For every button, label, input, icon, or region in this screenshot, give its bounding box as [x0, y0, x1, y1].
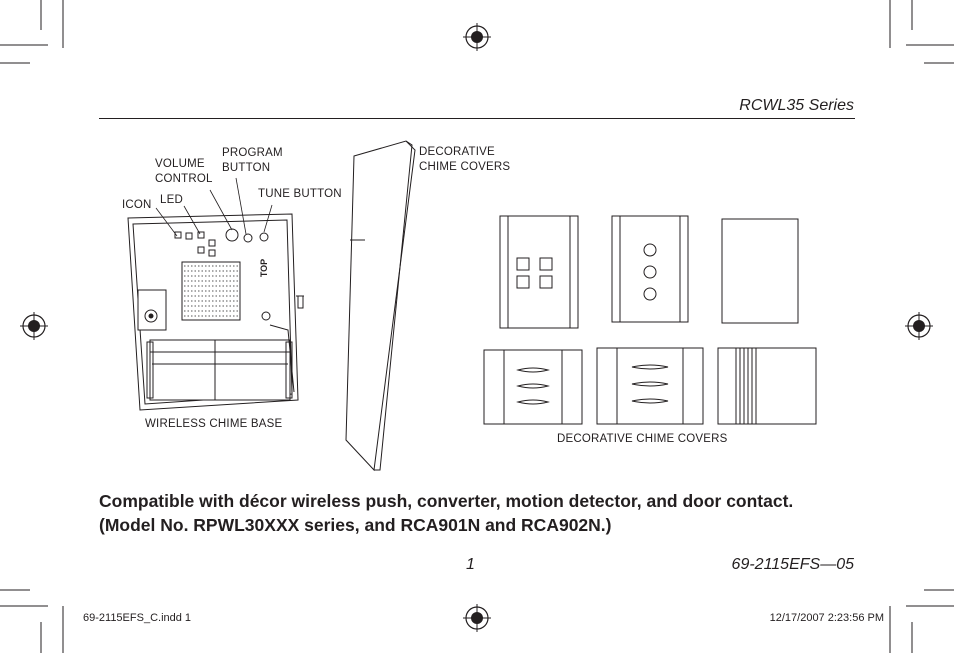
label-volume-control: VOLUME CONTROL	[155, 158, 213, 185]
wireless-chime-base	[128, 214, 304, 410]
compatibility-caption	[99, 489, 859, 537]
chime-cover-lines-b	[597, 348, 703, 424]
label-decorative-chime-covers-bottom: DECORATIVE CHIME COVERS	[557, 433, 728, 445]
label-tune-button: TUNE BUTTON	[258, 188, 342, 200]
document-number: 69-2115EFS—05	[731, 556, 854, 573]
label-decorative-chime-covers-top: DECORATIVE CHIME COVERS	[419, 146, 511, 173]
page-number: 1	[466, 556, 475, 573]
slug-file-name: 69-2115EFS_C.indd 1	[83, 612, 192, 624]
slug-timestamp: 12/17/2007 2:23:56 PM	[769, 612, 884, 624]
series-title: RCWL35 Series	[739, 97, 854, 114]
caption-line-2: (Model No. RPWL30XXX series, and RCA901N and RCA902N.)	[99, 515, 612, 535]
top-marking: TOP	[259, 258, 270, 278]
chime-cover-plain	[722, 219, 798, 323]
chime-cover-squares	[500, 216, 578, 328]
label-led: LED	[160, 194, 183, 206]
chime-cover-dots	[612, 216, 688, 322]
label-program-button: PROGRAM BUTTON	[222, 147, 283, 174]
label-icon: ICON	[122, 199, 152, 211]
chime-cover-lines-a	[484, 350, 582, 424]
label-wireless-chime-base: WIRELESS CHIME BASE	[145, 418, 283, 430]
chime-cover-stripes	[718, 348, 816, 424]
chime-cover-side-view	[346, 141, 415, 470]
caption-line-1: Compatible with décor wireless push, converter, motion detector, and door contact.	[99, 491, 794, 511]
